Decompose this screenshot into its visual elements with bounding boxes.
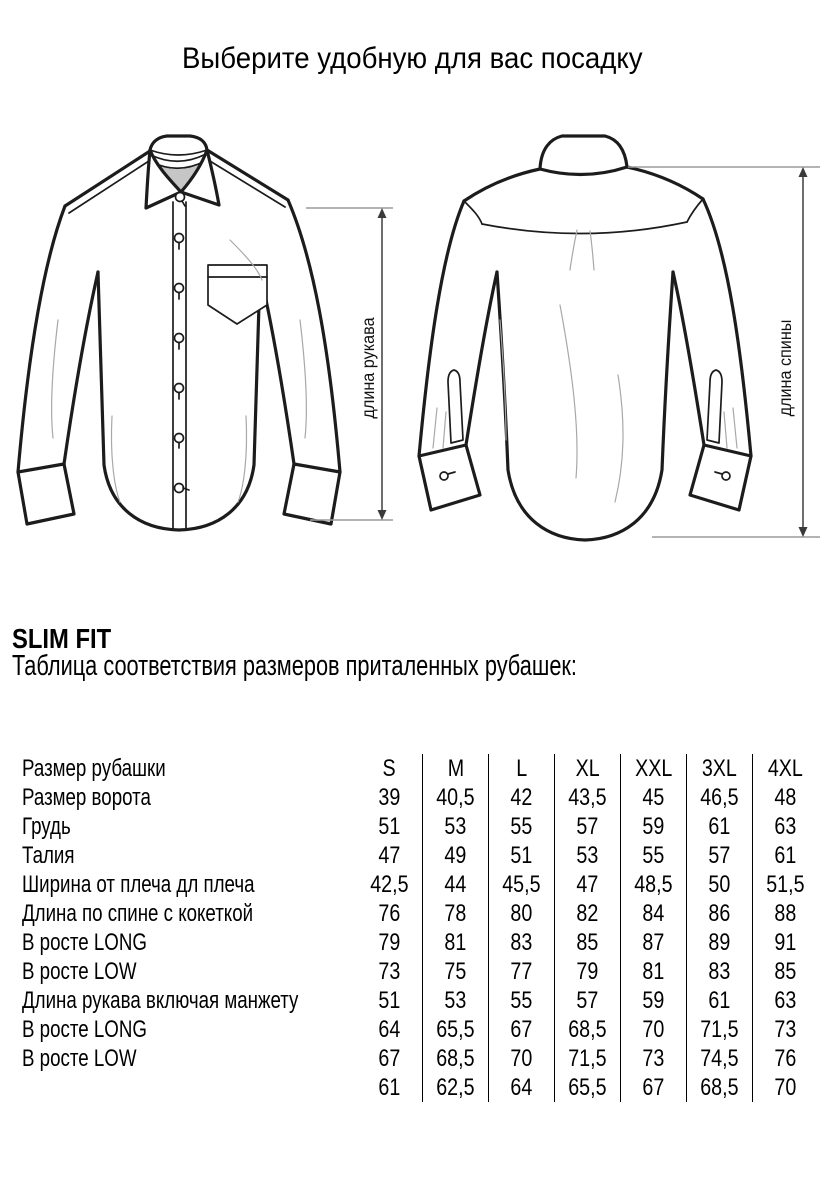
size-value-cell: 70 [488,1044,554,1073]
size-value-cell: 68,5 [554,1015,620,1044]
size-value-cell: 47 [378,842,400,869]
button [175,334,184,350]
size-value-cell: 47 [554,870,620,899]
size-value-cell: 62,5 [422,1073,488,1102]
size-value-cell: 67 [378,1045,400,1072]
size-value-cell: XXL [620,754,686,783]
back-shirt-drawing [419,136,751,540]
size-value-cell: 61 [752,841,818,870]
row-label: В росте LONG [22,929,147,956]
size-value-cell: 61 [686,812,752,841]
button [175,434,184,449]
arrow-up-icon [799,167,808,177]
table-row [22,841,818,870]
size-value-cell: 55 [620,841,686,870]
size-value-cell: 42,5 [369,871,409,898]
size-value-cell: 48,5 [620,870,686,899]
size-value-cell: 76 [752,1044,818,1073]
size-value-cell: 68,5 [422,1044,488,1073]
table-row [22,812,818,841]
size-value-cell: 89 [686,928,752,957]
size-value-cell: S [382,755,396,782]
table-row [22,1044,818,1073]
size-value-cell: 51 [378,813,400,840]
size-value-cell: 71,5 [686,1015,752,1044]
size-value-cell: 63 [752,812,818,841]
size-value-cell: 79 [554,957,620,986]
sleeve-length-label: длина рукава [358,317,379,419]
table-row [22,957,818,986]
left-sleeve-placket [448,370,463,443]
size-value-cell: 78 [422,899,488,928]
size-value-cell: 57 [686,841,752,870]
table-row [22,928,818,957]
size-value-cell: 77 [488,957,554,986]
size-value-cell: 73 [620,1044,686,1073]
row-label [22,1073,356,1102]
table-row [22,1015,818,1044]
size-value-cell: 80 [488,899,554,928]
size-value-cell: 79 [378,929,400,956]
row-label: Ширина от плеча дл плеча [22,871,255,898]
size-value-cell: 67 [620,1073,686,1102]
button-placket [173,202,186,528]
size-value-cell: 88 [752,899,818,928]
size-value-cell: 70 [752,1073,818,1102]
size-value-cell: 55 [488,812,554,841]
size-value-cell: 64 [488,1073,554,1102]
button [175,234,184,250]
size-value-cell: 91 [752,928,818,957]
size-value-cell: 53 [422,986,488,1015]
size-value-cell: 55 [488,986,554,1015]
size-value-cell: 45 [620,783,686,812]
size-value-cell: 83 [488,928,554,957]
size-value-cell: 76 [378,900,400,927]
size-value-cell: 57 [554,986,620,1015]
button [175,284,184,300]
shirt-diagram [0,120,825,590]
front-shirt-drawing [18,136,340,530]
row-label: Длина рукава включая манжету [22,987,299,1014]
size-value-cell: 85 [752,957,818,986]
size-value-cell: 51 [488,841,554,870]
size-value-cell: 70 [620,1015,686,1044]
back-right-cuff [690,445,751,510]
size-value-cell: 61 [686,986,752,1015]
size-value-cell: 61 [378,1074,400,1101]
size-value-cell: 73 [378,958,400,985]
size-value-cell: 67 [488,1015,554,1044]
row-label: Грудь [22,813,71,840]
table-row [22,754,818,783]
size-value-cell: 46,5 [686,783,752,812]
arrow-down-icon [378,510,387,520]
back-collar [540,136,627,175]
row-label: Талия [22,842,75,869]
table-row [22,986,818,1015]
size-value-cell: 75 [422,957,488,986]
size-value-cell: 64 [378,1016,400,1043]
size-value-cell: 81 [422,928,488,957]
row-label: Размер рубашки [22,755,166,782]
table-row [22,870,818,899]
size-value-cell: 51 [378,987,400,1014]
table-row [22,899,818,928]
size-value-cell: 39 [378,784,400,811]
size-value-cell: 43,5 [554,783,620,812]
back-left-cuff [419,445,480,510]
size-value-cell: 45,5 [488,870,554,899]
button [176,193,186,207]
arrow-down-icon [799,527,808,537]
table-caption-text: Таблица соответствия размеров приталенных рубашек: [12,650,577,682]
size-value-cell: 87 [620,928,686,957]
page-title [0,42,825,76]
size-value-cell: 84 [620,899,686,928]
row-label: В росте LOW [22,958,137,985]
arrow-up-icon [378,208,387,218]
size-value-cell: 82 [554,899,620,928]
size-value-cell: 81 [620,957,686,986]
size-value-cell: 65,5 [554,1073,620,1102]
table-caption [12,650,765,683]
fit-name-text: SLIM FIT [12,623,112,654]
size-value-cell: 63 [752,986,818,1015]
size-value-cell: 51,5 [752,870,818,899]
size-value-cell: 48 [752,783,818,812]
back-length-label: длина спины [775,319,796,417]
size-value-cell: 40,5 [422,783,488,812]
front-left-cuff [18,464,74,524]
button [175,384,184,400]
table-row [22,1073,818,1102]
row-label: В росте LONG [22,1016,147,1043]
size-value-cell: 42 [488,783,554,812]
size-value-cell: M [422,754,488,783]
size-value-cell: 83 [686,957,752,986]
front-right-cuff [284,464,340,524]
size-value-cell: 53 [554,841,620,870]
row-label: В росте LOW [22,1045,137,1072]
size-value-cell: 86 [686,899,752,928]
size-value-cell: 71,5 [554,1044,620,1073]
size-value-cell: L [488,754,554,783]
row-label: Размер ворота [22,784,151,811]
size-value-cell: 74,5 [686,1044,752,1073]
size-value-cell: 3XL [686,754,752,783]
size-value-cell: 44 [422,870,488,899]
size-value-cell: 50 [686,870,752,899]
size-table [22,754,818,1102]
size-value-cell: 65,5 [422,1015,488,1044]
size-value-cell: 57 [554,812,620,841]
size-value-cell: 49 [422,841,488,870]
size-value-cell: 59 [620,812,686,841]
table-row [22,783,818,812]
size-value-cell: 73 [752,1015,818,1044]
right-sleeve-placket [707,370,722,443]
page-title-text: Выберите удобную для вас посадку [182,42,643,75]
size-value-cell: 85 [554,928,620,957]
size-value-cell: 59 [620,986,686,1015]
row-label: Длина по спине с кокеткой [22,900,254,927]
size-value-cell: 4XL [752,754,818,783]
size-value-cell: XL [554,754,620,783]
size-value-cell: 68,5 [686,1073,752,1102]
size-value-cell: 53 [422,812,488,841]
